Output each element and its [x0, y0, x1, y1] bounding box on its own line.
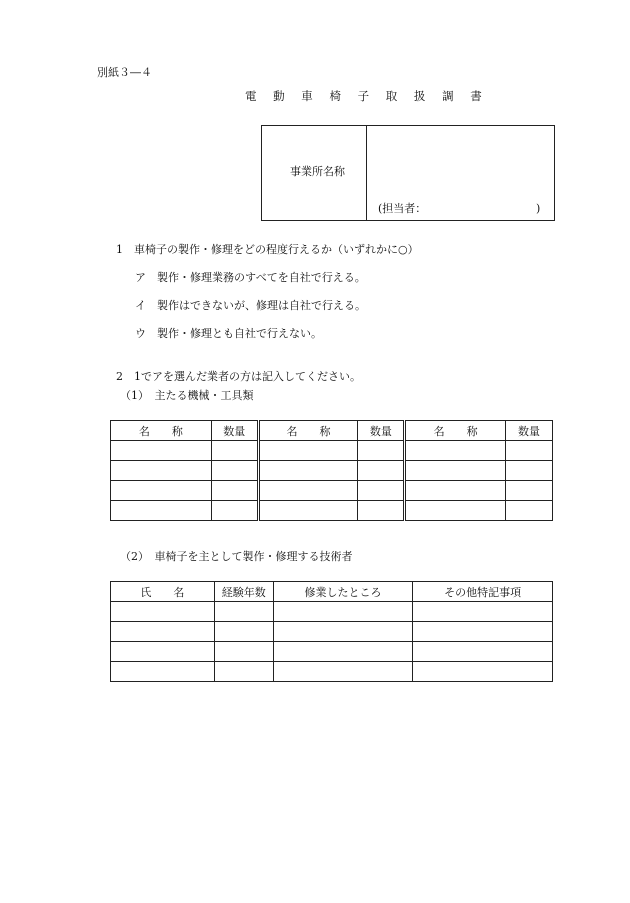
table-cell[interactable] — [405, 441, 506, 461]
office-box-divider — [366, 126, 367, 220]
table-cell[interactable] — [258, 501, 358, 521]
table-cell[interactable] — [111, 441, 212, 461]
question-1-option-i: イ 製作はできないが、修理は自社で行える。 — [135, 299, 366, 312]
office-name-value[interactable] — [372, 132, 548, 202]
table-cell[interactable] — [214, 662, 273, 682]
table-cell[interactable] — [506, 501, 553, 521]
technician-experience-header: 経験年数 — [214, 582, 273, 602]
table-cell[interactable] — [273, 662, 413, 682]
table-cell[interactable] — [413, 622, 553, 642]
table-cell[interactable] — [258, 441, 358, 461]
contact-person-label: (担当者： — [378, 202, 427, 215]
question-1-option-u: ウ 製作・修理とも自社で行えない。 — [135, 327, 322, 340]
technician-table-header-row — [111, 582, 553, 602]
question-1-option-a: ア 製作・修理業務のすべてを自社で行える。 — [135, 271, 366, 284]
table-cell[interactable] — [273, 602, 413, 622]
table-cell[interactable] — [413, 642, 553, 662]
technician-name-header: 氏 名 — [111, 582, 215, 602]
table-row — [111, 481, 553, 501]
table-cell[interactable] — [273, 642, 413, 662]
table-row — [111, 602, 553, 622]
equipment-table — [110, 420, 553, 521]
table-cell[interactable] — [111, 602, 215, 622]
equipment-qty-header: 数量 — [211, 421, 258, 441]
equipment-name-header: 名 称 — [405, 421, 506, 441]
table-cell[interactable] — [358, 501, 405, 521]
table-cell[interactable] — [358, 461, 405, 481]
table-cell[interactable] — [111, 481, 212, 501]
table-row — [111, 622, 553, 642]
technician-training-header: 修業したところ — [273, 582, 413, 602]
table-cell[interactable] — [214, 642, 273, 662]
table-cell[interactable] — [506, 441, 553, 461]
office-name-label: 事業所名称 — [290, 165, 345, 178]
table-row — [111, 441, 553, 461]
table-cell[interactable] — [405, 461, 506, 481]
table-cell[interactable] — [214, 622, 273, 642]
equipment-name-header: 名 称 — [111, 421, 212, 441]
table-cell[interactable] — [258, 481, 358, 501]
table-cell[interactable] — [358, 441, 405, 461]
table-cell[interactable] — [358, 481, 405, 501]
table-row — [111, 662, 553, 682]
equipment-name-header: 名 称 — [258, 421, 358, 441]
technician-table — [110, 581, 553, 682]
table-cell[interactable] — [111, 642, 215, 662]
office-name-box — [261, 125, 555, 221]
table-cell[interactable] — [111, 461, 212, 481]
table-cell[interactable] — [506, 481, 553, 501]
document-title: 電 動 車 椅 子 取 扱 調 書 — [245, 89, 489, 103]
question-2-sub-2: （2） 車椅子を主として製作・修理する技術者 — [120, 550, 353, 563]
table-row — [111, 501, 553, 521]
table-cell[interactable] — [405, 481, 506, 501]
table-cell[interactable] — [211, 461, 258, 481]
document-reference: 別紙３―４ — [97, 66, 152, 79]
table-cell[interactable] — [413, 602, 553, 622]
equipment-table-header-row — [111, 421, 553, 441]
equipment-qty-header: 数量 — [358, 421, 405, 441]
table-cell[interactable] — [405, 501, 506, 521]
table-row — [111, 461, 553, 481]
table-cell[interactable] — [111, 501, 212, 521]
table-cell[interactable] — [258, 461, 358, 481]
table-cell[interactable] — [413, 662, 553, 682]
table-cell[interactable] — [273, 622, 413, 642]
table-cell[interactable] — [211, 481, 258, 501]
equipment-qty-header: 数量 — [506, 421, 553, 441]
table-cell[interactable] — [111, 622, 215, 642]
question-1: 1 車椅子の製作・修理をどの程度行えるか（いずれかに○） — [116, 243, 419, 256]
table-row — [111, 642, 553, 662]
table-cell[interactable] — [506, 461, 553, 481]
question-2-sub-1: （1） 主たる機械・工具類 — [120, 389, 254, 402]
table-cell[interactable] — [214, 602, 273, 622]
table-cell[interactable] — [111, 662, 215, 682]
table-cell[interactable] — [211, 441, 258, 461]
table-cell[interactable] — [211, 501, 258, 521]
technician-notes-header: その他特記事項 — [413, 582, 553, 602]
question-2: 2 1でアを選んだ業者の方は記入してください。 — [116, 370, 361, 383]
contact-person-close: ) — [536, 202, 541, 215]
